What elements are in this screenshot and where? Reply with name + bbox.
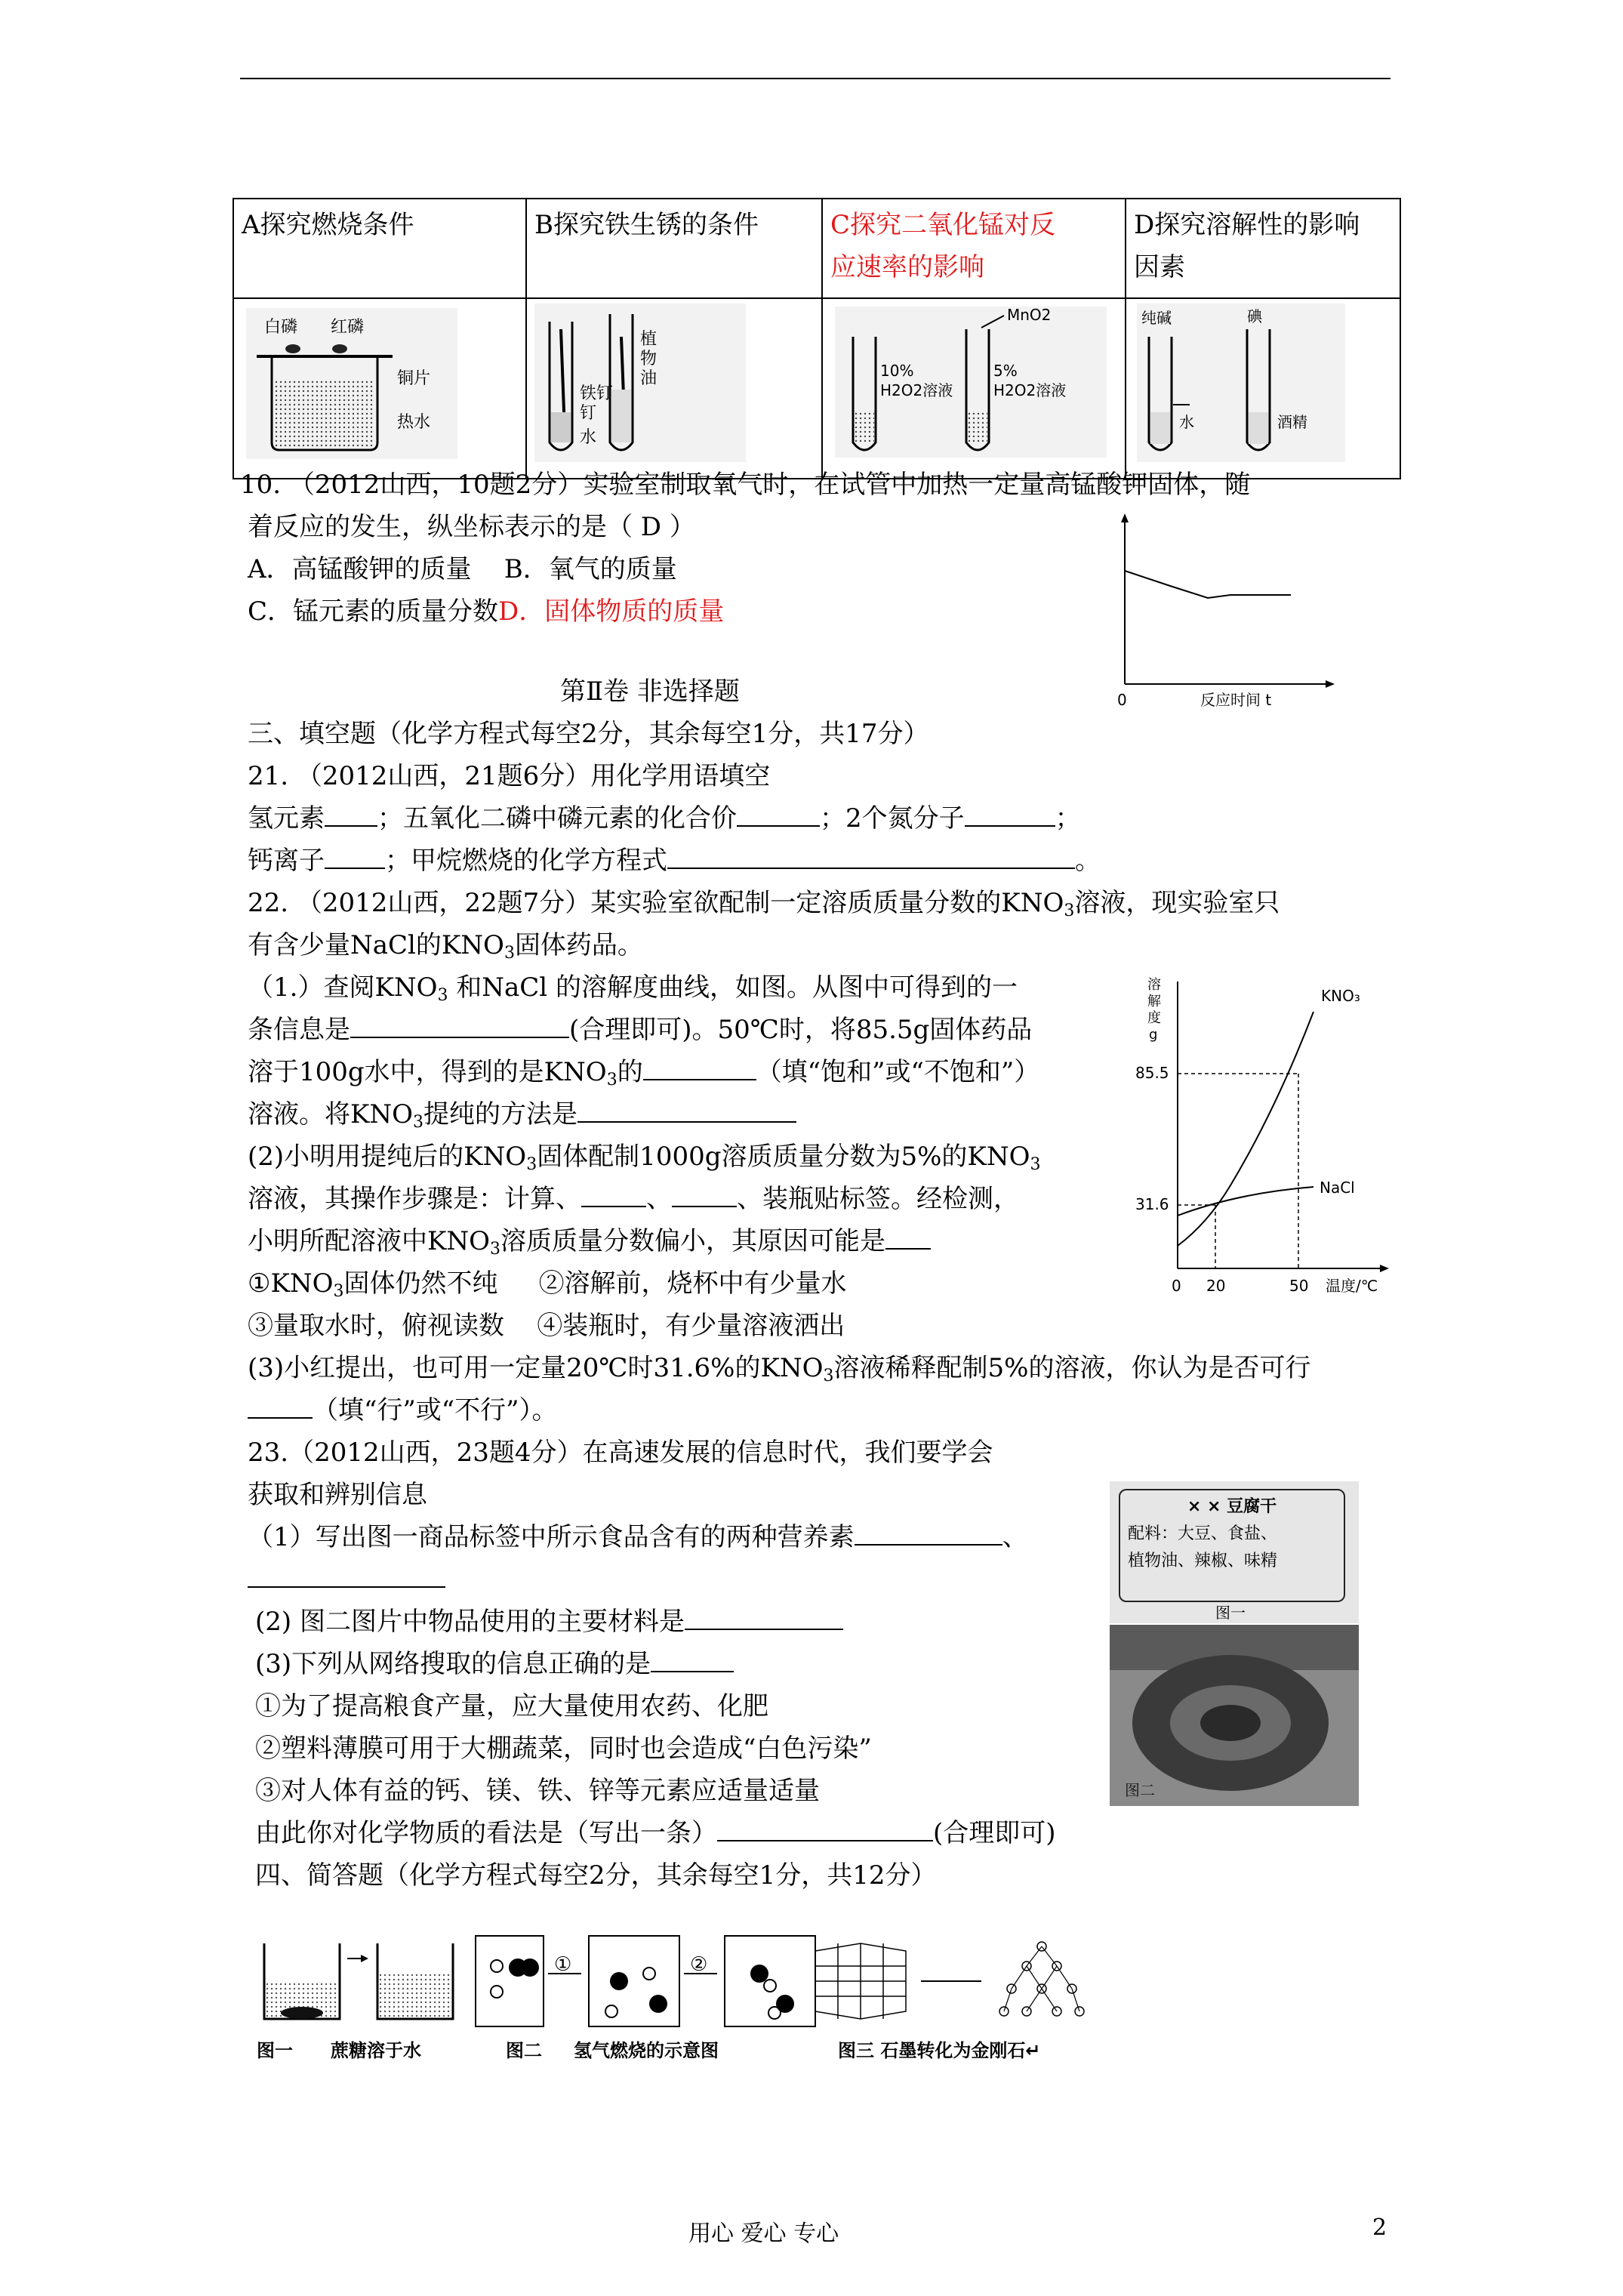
svg-text:g: g xyxy=(1149,1027,1158,1043)
svg-text:纯碱: 纯碱 xyxy=(1141,309,1172,327)
q23-option1: ①为了提高粮食产量，应大量使用农药、化肥 xyxy=(255,1691,768,1721)
q22-options-34: ③量取水时，俯视读数 ④装瓶时，有少量溶液洒出 xyxy=(248,1311,845,1341)
svg-text:度: 度 xyxy=(1147,1010,1161,1026)
svg-text:50: 50 xyxy=(1289,1277,1309,1295)
q10-option-d: D．固体物质的质量 xyxy=(498,596,725,627)
figure-b-tubes xyxy=(527,299,753,465)
q22-p1-line2: 条信息是 (合理即可)。50℃时，将85.5g固体药品 xyxy=(248,1015,1033,1045)
svg-text:图二: 图二 xyxy=(1125,1781,1155,1799)
q23-blank-correct[interactable] xyxy=(651,1648,734,1672)
q22-blank-saturated[interactable] xyxy=(643,1056,756,1080)
q21-blank-p[interactable] xyxy=(737,803,820,827)
solubility-graph xyxy=(1132,966,1404,1314)
q23-p1-cont xyxy=(248,1563,445,1596)
q10-option-a: A．高锰酸钾的质量 xyxy=(248,554,472,584)
q23-view: 由此你对化学物质的看法是（写出一条） (合理即可) xyxy=(255,1818,1056,1848)
svg-text:①: ① xyxy=(554,1953,572,1976)
svg-text:0: 0 xyxy=(1172,1277,1181,1295)
svg-text:0: 0 xyxy=(1117,691,1127,709)
q10-line2: 着反应的发生，纵坐标表示的是（ D ） xyxy=(248,512,695,542)
q23-line2: 获取和辨别信息 xyxy=(248,1480,427,1510)
svg-text:铁钉: 铁钉 xyxy=(580,384,614,403)
q10-graph xyxy=(1102,510,1344,714)
svg-text:5%: 5% xyxy=(993,362,1018,380)
food-label-figure xyxy=(1110,1481,1359,1623)
q21-line3: 钙离子 ；甲烷燃烧的化学方程式 。 xyxy=(248,846,1101,876)
header-a: A探究燃烧条件 xyxy=(233,199,526,298)
q23-p3: (3)下列从网络搜取的信息正确的是 xyxy=(255,1647,734,1681)
q10-options-ab xyxy=(248,553,677,586)
q23-option2: ②塑料薄膜可用于大棚蔬菜，同时也会造成“白色污染” xyxy=(255,1734,872,1764)
q21-blank-h[interactable] xyxy=(325,803,377,827)
header-c: C探究二氧化锰对反 应速率的影响 xyxy=(822,199,1126,298)
q23-blank-nutrient1[interactable] xyxy=(855,1521,1002,1546)
q10-line1: 10. （2012山西，10题2分）实验室制取氧气时，在试管中加热一定量高锰酸钾固体，随 xyxy=(240,470,1251,500)
svg-text:水: 水 xyxy=(1179,413,1194,431)
q21-blank-ca[interactable] xyxy=(325,845,385,869)
svg-text:85.5: 85.5 xyxy=(1135,1064,1169,1082)
figure-b-cell xyxy=(526,298,822,479)
q22-blank-purify[interactable] xyxy=(577,1099,796,1123)
q22-p3-line1: (3)小红提出，也可用一定量20℃时31.6%的$KNO_3$溶液稀释配制5%的溶液，你认为是否可行 xyxy=(248,1353,1311,1385)
svg-text:MnO2: MnO2 xyxy=(1007,306,1052,324)
section4-title: 四、简答题（化学方程式每空2分，其余每空1分，共12分） xyxy=(255,1860,937,1891)
svg-text:热水: 热水 xyxy=(397,413,431,432)
svg-text:白磷: 白磷 xyxy=(264,318,298,337)
svg-text:H2O2溶液: H2O2溶液 xyxy=(880,381,953,399)
svg-text:铜片: 铜片 xyxy=(397,369,431,388)
svg-text:碘: 碘 xyxy=(1247,307,1262,325)
q10-option-c: C．锰元素的质量分数 xyxy=(248,596,499,627)
header-rule xyxy=(240,78,1390,79)
q23-blank-view[interactable] xyxy=(717,1817,933,1841)
food-label-title: × × 豆腐干 xyxy=(1187,1497,1277,1516)
svg-text:溶: 溶 xyxy=(1147,977,1161,993)
svg-text:31.6: 31.6 xyxy=(1135,1195,1169,1213)
q22-p2-line2: 溶液，其操作步骤是：计算、 、 、装瓶贴标签。经检测， xyxy=(248,1184,1019,1214)
page-number: 2 xyxy=(1372,2214,1387,2241)
q21-blank-n2[interactable] xyxy=(965,803,1055,827)
q21-blank-equation[interactable] xyxy=(667,845,1075,869)
tire-photo-figure xyxy=(1110,1625,1359,1806)
figure-d-cell xyxy=(1126,298,1400,479)
q22-p1-line4: 溶液。将$KNO_3$提纯的方法是 xyxy=(248,1098,796,1139)
figure-c-cell xyxy=(822,298,1126,479)
svg-text:NaCl: NaCl xyxy=(1320,1179,1355,1197)
svg-text:解: 解 xyxy=(1147,994,1161,1009)
q23-line1: 23.（2012山西，23题4分）在高速发展的信息时代，我们要学会 xyxy=(248,1438,993,1468)
q22-blank-step1[interactable] xyxy=(581,1183,646,1207)
q22-line1: 22. （2012山西，22题7分）某实验室欲配制一定溶质质量分数的$KNO_3$溶液，现实验室只 xyxy=(248,888,1280,920)
q10-options-cd xyxy=(248,595,724,628)
q23-option3: ③对人体有益的钙、镁、铁、锌等元素应适量适量 xyxy=(255,1776,820,1806)
q10-option-b: B．氧气的质量 xyxy=(504,554,677,584)
section3-title: 三、填空题（化学方程式每空2分，其余每空1分，共17分） xyxy=(248,719,929,749)
header-b: B探究铁生锈的条件 xyxy=(526,199,822,298)
svg-text:H2O2溶液: H2O2溶液 xyxy=(993,381,1067,399)
q22-line2: 有含少量NaCl的$KNO_3$固体药品。 xyxy=(248,930,643,963)
svg-text:物: 物 xyxy=(640,350,658,368)
svg-text:蔗糖溶于水: 蔗糖溶于水 xyxy=(331,2040,421,2061)
q23-blank-nutrient2[interactable] xyxy=(248,1564,445,1588)
section2-title: 第Ⅱ卷 非选择题 xyxy=(560,676,740,707)
experiment-table xyxy=(233,198,1401,479)
svg-text:10%: 10% xyxy=(880,362,914,380)
q23-p1: （1）写出图一商品标签中所示食品含有的两种营养素 、 xyxy=(248,1522,1028,1552)
food-label-line1: 配料：大豆、食盐、 xyxy=(1128,1524,1278,1543)
q22-options-12: $①KNO_3$固体仍然不纯 ②溶解前，烧杯中有少量水 xyxy=(248,1268,847,1301)
header-d: D探究溶解性的影响 因素 xyxy=(1126,199,1400,298)
q22-p2-line1: (2)小明用提纯后的$KNO_3$固体配制1000g溶质质量分数为5%的$KNO_3$ xyxy=(248,1142,1041,1174)
figure-a-cell xyxy=(233,298,526,479)
figure-a-beaker xyxy=(234,299,460,465)
svg-text:图三 石墨转化为金刚石↵: 图三 石墨转化为金刚石↵ xyxy=(838,2040,1041,2061)
svg-text:图一: 图一 xyxy=(257,2040,293,2061)
food-label-line2: 植物油、辣椒、味精 xyxy=(1128,1552,1278,1570)
q22-blank-feasible[interactable] xyxy=(248,1395,313,1419)
svg-text:酒精: 酒精 xyxy=(1277,413,1307,431)
svg-text:温度/℃: 温度/℃ xyxy=(1326,1277,1378,1295)
q22-p2-line3: 小明所配溶液中$KNO_3$溶质质量分数偏小，其原因可能是 xyxy=(248,1225,931,1266)
svg-text:红磷: 红磷 xyxy=(331,318,365,337)
q22-blank-step2[interactable] xyxy=(672,1183,737,1207)
svg-text:氢气燃烧的示意图: 氢气燃烧的示意图 xyxy=(574,2040,719,2061)
q21-line2: 氢元素 ；五氧化二磷中磷元素的化合价 ；2个氮分子 ； xyxy=(248,803,1081,834)
svg-text:水: 水 xyxy=(580,428,597,447)
svg-text:反应时间 t: 反应时间 t xyxy=(1200,691,1272,709)
svg-text:20: 20 xyxy=(1206,1277,1226,1295)
svg-text:②: ② xyxy=(690,1953,708,1976)
figure-c-tubes xyxy=(823,299,1110,465)
q22-p1-line3: 溶于100g水中，得到的是$KNO_3$的 （填“饱和”或“不饱和”） xyxy=(248,1057,1040,1089)
q22-p1-line1: （1.）查阅$KNO_3$ 和NaCl 的溶解度曲线，如图。从图中可得到的一 xyxy=(248,972,1018,1005)
figure-d-tubes xyxy=(1126,299,1353,465)
q21-line1: 21. （2012山西，21题6分）用化学用语填空 xyxy=(248,761,771,791)
bottom-figures xyxy=(257,1928,1117,2072)
q23-blank-material[interactable] xyxy=(685,1606,843,1630)
svg-text:植: 植 xyxy=(640,330,658,349)
q23-p2: (2) 图二图片中物品使用的主要材料是 xyxy=(255,1605,843,1638)
svg-text:KNO₃: KNO₃ xyxy=(1321,987,1360,1005)
q22-blank-info[interactable] xyxy=(350,1014,569,1038)
food-label-caption: 图一 xyxy=(1215,1604,1246,1622)
footer-motto: 用心 爱心 专心 xyxy=(688,2220,839,2247)
q22-blank-reason[interactable] xyxy=(885,1225,931,1250)
svg-text:油: 油 xyxy=(640,369,658,388)
svg-text:图二: 图二 xyxy=(506,2040,542,2061)
q22-p3-line2: （填“行”或“不行”）。 xyxy=(248,1394,558,1427)
svg-text:钉: 钉 xyxy=(580,404,597,423)
